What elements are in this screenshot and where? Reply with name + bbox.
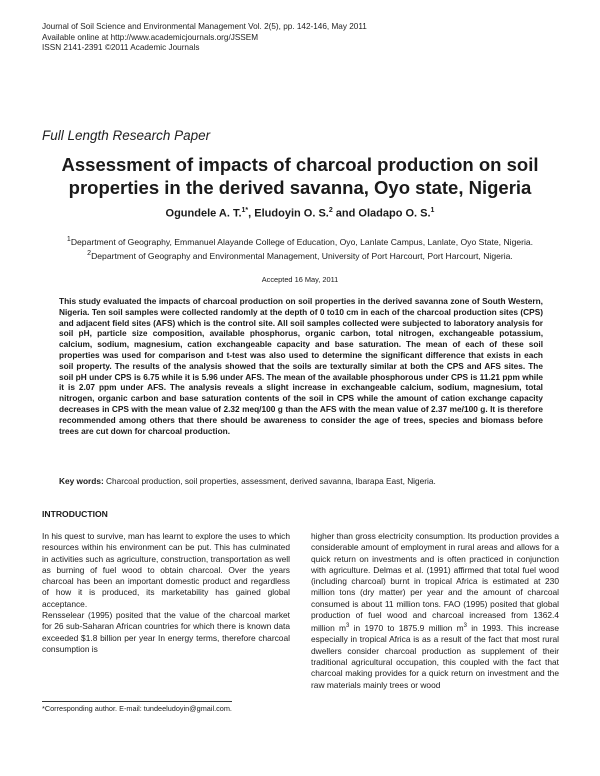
author-affiliation-mark: 1* <box>241 207 249 214</box>
journal-issn: ISSN 2141-2391 ©2011 Academic Journals <box>42 43 200 52</box>
affiliation-text: Department of Geography and Environmental Management, University of Port Harcourt, Port Harcourt, Nigeria. <box>91 251 513 262</box>
affiliation <box>55 234 545 248</box>
body-column-left <box>42 531 290 655</box>
keywords <box>59 476 543 487</box>
superscript: 3 <box>463 623 467 630</box>
section-heading-introduction: INTRODUCTION <box>42 509 108 519</box>
body-text: higher than gross electricity consumption. Its production provides a considerable amount of employment in rural areas and allows for a quick return on investments and is often practiced in conjunction with agriculture. Delmas et al. (1991) affirmed that total fuel wood (including charcoal) burnt in tropical Africa is estimated at 230 million tons (dry matter) per year and the amount of charcoal consumed is about 11 million tons. FAO (1995) posited that global production of fuel wood and charcoal increased from 1362.4 million m <box>311 531 559 634</box>
journal-url-line: Available online at http://www.academicjournals.org/JSSEM <box>42 32 259 42</box>
affiliations <box>55 234 545 263</box>
body-column-right <box>311 531 559 691</box>
author-name: Ogundele A. T. <box>165 207 242 220</box>
accepted-date: Accepted 16 May, 2011 <box>261 275 339 284</box>
author-name: Oladapo O. S. <box>358 207 431 220</box>
keywords-text: Charcoal production, soil properties, assessment, derived savanna, Ibarapa East, Nigeria. <box>103 476 436 486</box>
body-paragraph: In his quest to survive, man has learnt to explore the uses to which resources within his environment can be put. This has culminated in activities such as agriculture, construction, transportation as well as burning of fuel wood to obtain charcoal. Over the years charcoal has been an important domestic product and regardless of how it is produced, its marketability has gained global acceptance. <box>42 531 290 609</box>
author-separator: , <box>248 207 255 220</box>
footnote-divider <box>42 701 232 702</box>
affiliation <box>55 248 545 262</box>
author-name: Eludoyin O. S. <box>254 207 329 220</box>
keywords-label: Key words: <box>59 476 104 486</box>
affiliation-mark: 1 <box>66 236 71 243</box>
body-paragraph: Rensselear (1995) posited that the value of the charcoal market for 26 sub-Saharan African countries for which there is known data exceeded $1.8 billion per year In energy terms, therefore charcoal consumption is <box>42 610 290 654</box>
superscript: 3 <box>346 623 350 630</box>
corresponding-author-footnote: *Corresponding author. E-mail: tundeeludoyin@gmail.com. <box>42 704 232 713</box>
author-affiliation-mark: 2 <box>328 207 333 214</box>
author-affiliation-mark: 1 <box>430 207 435 214</box>
journal-header <box>42 22 367 54</box>
body-text: in 1970 to 1875.9 million m <box>349 623 464 634</box>
paper-type: Full Length Research Paper <box>42 128 211 143</box>
affiliation-text: Department of Geography, Emmanuel Alayande College of Education, Oyo, Lanlate Campus, Lanlate, Oyo State, Nigeria. <box>70 236 534 247</box>
abstract: This study evaluated the impacts of charcoal production on soil properties in the derived savanna zone of South Western, Nigeria. Ten soil samples were collected randomly at the depth of 0 to10 cm in each of the charcoal production sites (CPS) and adjacent field sites (AFS) which is the control site. All soil samples collected were subjected to laboratory analysis for soil pH, particle size composition, available phosphorus, organic carbon, total nitrogen, exchangeable potassium, calcium, sodium, magnesium, cation exchangeable capacity and base saturation. The mean of each of these soil properties was used for comparison and t-test was also used to determine the significant difference that exists in each soil property. The results of the analysis showed that the soils are texturally similar at both the CPS and AFS sites. The soil pH under CPS is 6.75 while it is 5.96 under AFS. The mean of the available phosphorous under CPS is 11.21 ppm while it is 2.07 ppm under AFS. The analysis reveals a slight increase in exchangeable calcium, sodium, magnesium, total nitrogen, organic carbon and base saturation contents of the soil in CPS while the amount of cation exchange capacity decreases in CPS with the mean value of 2.32 meq/100 g than the AFS with the mean value of 2.37 me/100 g. It is therefore recommended among others that there should be awareness to consider the age of trees, species and biomass before trees are cut down for charcoal production. <box>59 296 543 436</box>
paper-title: Assessment of impacts of charcoal production on soil properties in the derived savanna, Oyo state, Nigeria <box>61 154 539 198</box>
author-list <box>40 207 560 220</box>
author-separator: and <box>332 207 359 220</box>
body-paragraph <box>311 531 559 691</box>
journal-citation: Journal of Soil Science and Environmental Management Vol. 2(5), pp. 142-146, May 2011 <box>42 22 367 31</box>
affiliation-mark: 2 <box>87 250 92 258</box>
body-text: in 1993. This increase especially in tropical Africa is as a result of the fact that most rural dwellers consider charcoal production as supplement of their traditional agricultural occupation, this coupled with the fact that charcoal making provides for a quick return on investment and the raw materials mainly trees or wood <box>311 623 559 690</box>
